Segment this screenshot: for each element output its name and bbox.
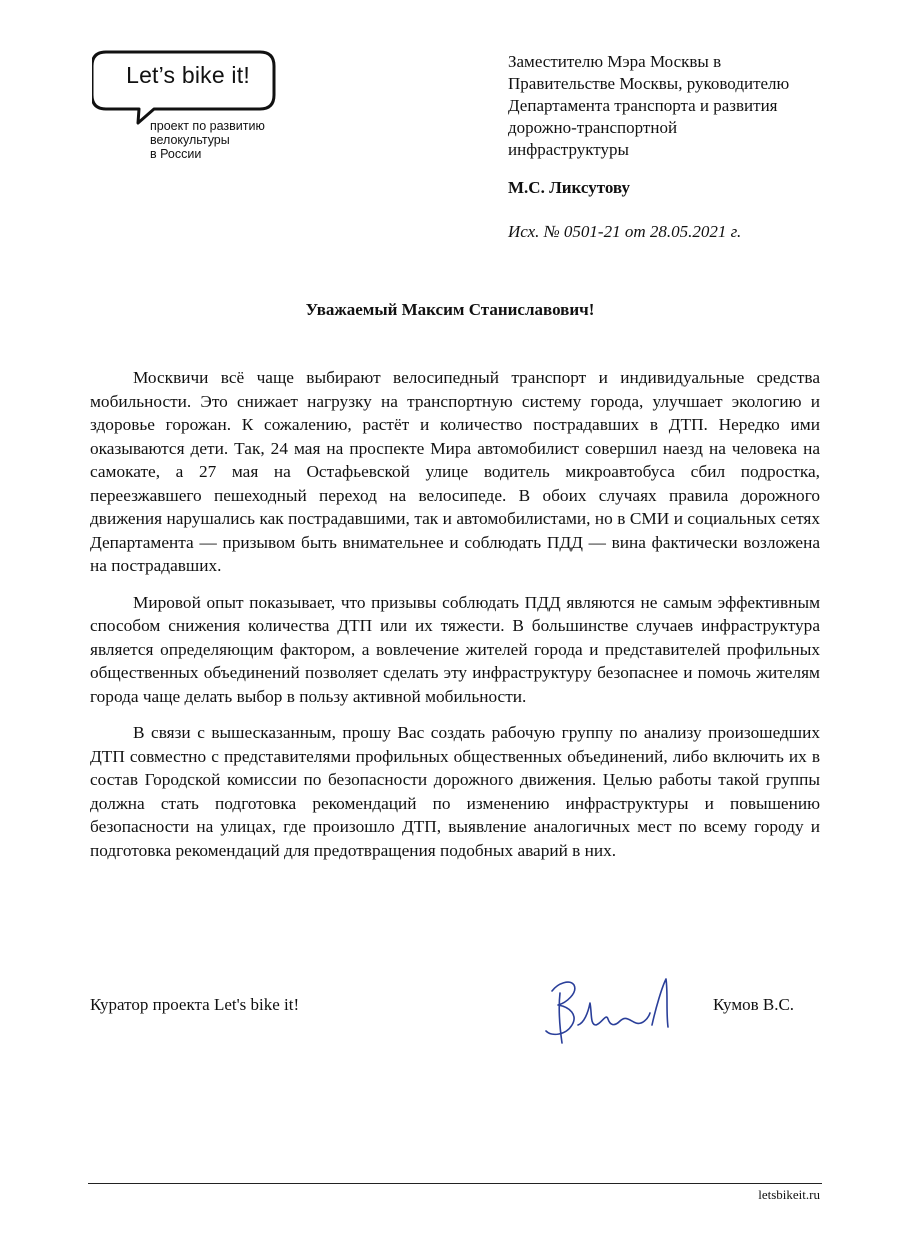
project-logo (92, 50, 292, 170)
recipient-name: М.С. Ликсутову (508, 178, 631, 197)
logo-subtitle-line: велокультуры (150, 133, 230, 147)
logo-subtitle-line: проект по развитию (150, 119, 265, 133)
footer-divider (88, 1183, 822, 1184)
greeting: Уважаемый Максим Станиславович! (305, 300, 595, 319)
signer-name: Кумов В.С. (713, 995, 795, 1014)
letter-body (90, 366, 820, 875)
logo-subtitle (150, 119, 300, 161)
addressee-line: Заместителю Мэра Москвы в (508, 52, 722, 71)
signer-role: Куратор проекта Let's bike it! (90, 995, 300, 1014)
logo-title: Let’s bike it! (126, 62, 250, 88)
body-paragraph: Москвичи всё чаще выбирают велосипедный транспорт и индивидуальные средства мобильности. Это снижает нагрузку на транспортную систему города, улучшает экологию и здоровье горожан. К сожалению, растёт и количество пострадавших в ДТП. Нередко ими оказываются дети. Так, 24 мая на проспекте Мира автомобилист совершил наезд на человека на самокате, а 27 мая на Остафьевской улице водитель микроавтобуса сбил подростка, переезжавшего пешеходный переход на велосипеде. В обоих случаях правила дорожного движения нарушались как пострадавшими, так и автомобилистами, но в СМИ и социальных сетях Департамента — призывом быть внимательнее и соблюдать ПДД — вина фактически возложена на пострадавших. (90, 368, 820, 575)
logo-subtitle-line: в России (150, 147, 202, 161)
addressee-line: Департамента транспорта и развития (508, 96, 778, 115)
addressee-line: инфраструктуры (508, 140, 629, 159)
handwritten-signature (528, 963, 688, 1058)
addressee-block (508, 51, 848, 161)
footer-website: letsbikeit.ru (758, 1187, 820, 1202)
outgoing-reference: Исх. № 0501-21 от 28.05.2021 г. (508, 222, 742, 241)
body-paragraph: Мировой опыт показывает, что призывы соблюдать ПДД являются не самым эффективным способом снижения количества ДТП или их тяжести. В большинстве случаев инфраструктура является определяющим фактором, а вовлечение жителей города и представителей профильных общественных объединений позволяет сделать эту инфраструктуру безопаснее и помочь жителям города чаще делать выбор в пользу активной мобильности. (90, 592, 820, 706)
addressee-line: дорожно-транспортной (508, 118, 678, 137)
addressee-line: Правительстве Москвы, руководителю (508, 74, 790, 93)
body-paragraph: В связи с вышесказанным, прошу Вас создать рабочую группу по анализу произошедших ДТП совместно с представителями профильных общественных объединений, либо включить их в состав Городской комиссии по безопасности дорожного движения. Целью работы такой группы должна стать подготовка рекомендаций по изменению инфраструктуры и повышению безопасности на улицах, где произошло ДТП, выявление аналогичных мест по всему городу и подготовка рекомендаций для предотвращения подобных аварий в них. (90, 723, 820, 860)
